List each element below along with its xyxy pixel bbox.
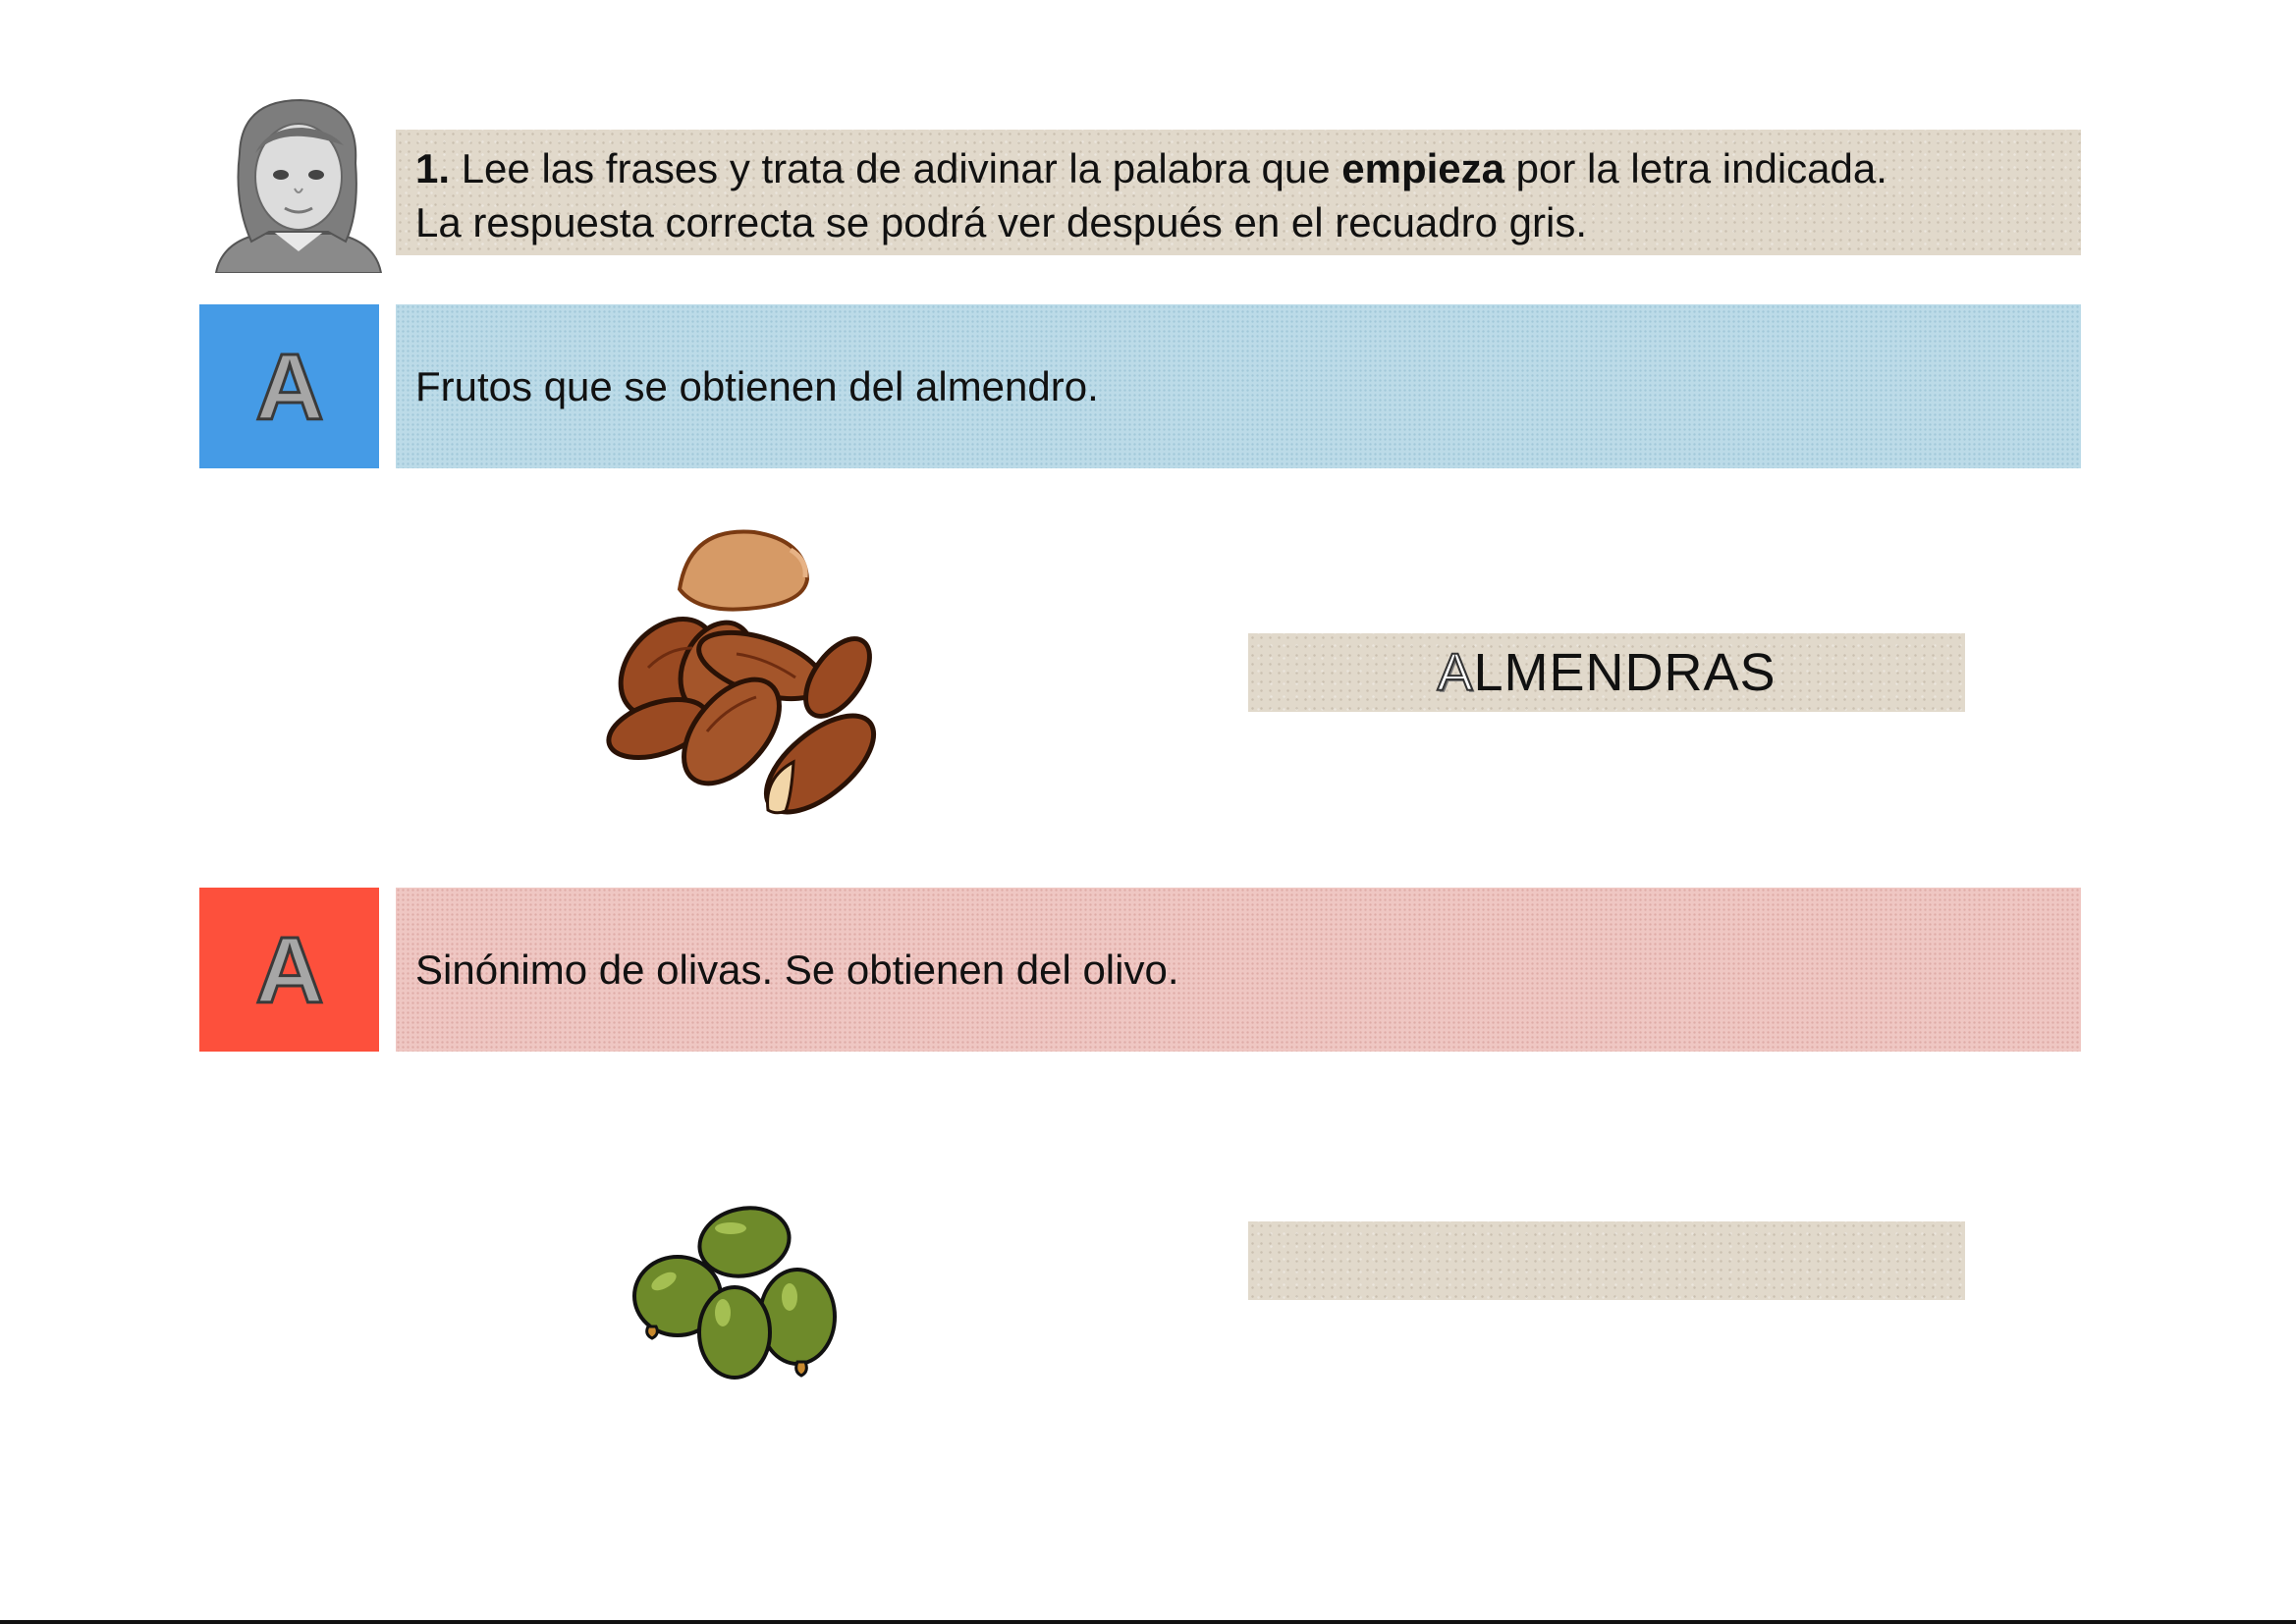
instruction-number: 1.	[415, 145, 451, 191]
instruction-text-after: por la letra indicada.	[1504, 145, 1887, 191]
clue-box-1	[396, 304, 2081, 468]
answer-text-1	[1248, 633, 1965, 712]
letter-box-2	[199, 888, 379, 1052]
girl-avatar-icon	[212, 94, 385, 273]
instruction-line2: La respuesta correcta se podrá ver después en el recuadro gris.	[415, 199, 1588, 245]
almonds-icon	[599, 520, 884, 820]
letter-box-1	[199, 304, 379, 468]
letter-glyph-2	[246, 926, 334, 1014]
instruction-box	[396, 130, 2081, 255]
bottom-divider	[0, 1620, 2296, 1624]
answer-text-2	[1248, 1221, 1965, 1300]
instruction-emphasis: empieza	[1341, 145, 1504, 191]
answer-rest-1: LMENDRAS	[1473, 643, 1777, 702]
olives-image	[629, 1203, 845, 1384]
clue-text-2: Sinónimo de olivas. Se obtienen del olivo.	[415, 946, 1179, 993]
instruction-text	[415, 141, 1887, 249]
answer-first-letter-1: A	[1437, 643, 1474, 702]
olives-icon	[629, 1203, 845, 1384]
clue-text-1: Frutos que se obtienen del almendro.	[415, 362, 1099, 409]
answer-box-1	[1248, 633, 1965, 712]
answer-box-2[interactable]	[1248, 1221, 1965, 1300]
svg-text:A: A	[254, 342, 324, 431]
instruction-text-before: Lee las frases y trata de adivinar la palabra que	[450, 145, 1342, 191]
almonds-image	[599, 520, 884, 820]
clue-box-2	[396, 888, 2081, 1052]
svg-text:A: A	[254, 925, 324, 1014]
letter-glyph-1	[246, 343, 334, 431]
teacher-avatar	[212, 94, 385, 273]
